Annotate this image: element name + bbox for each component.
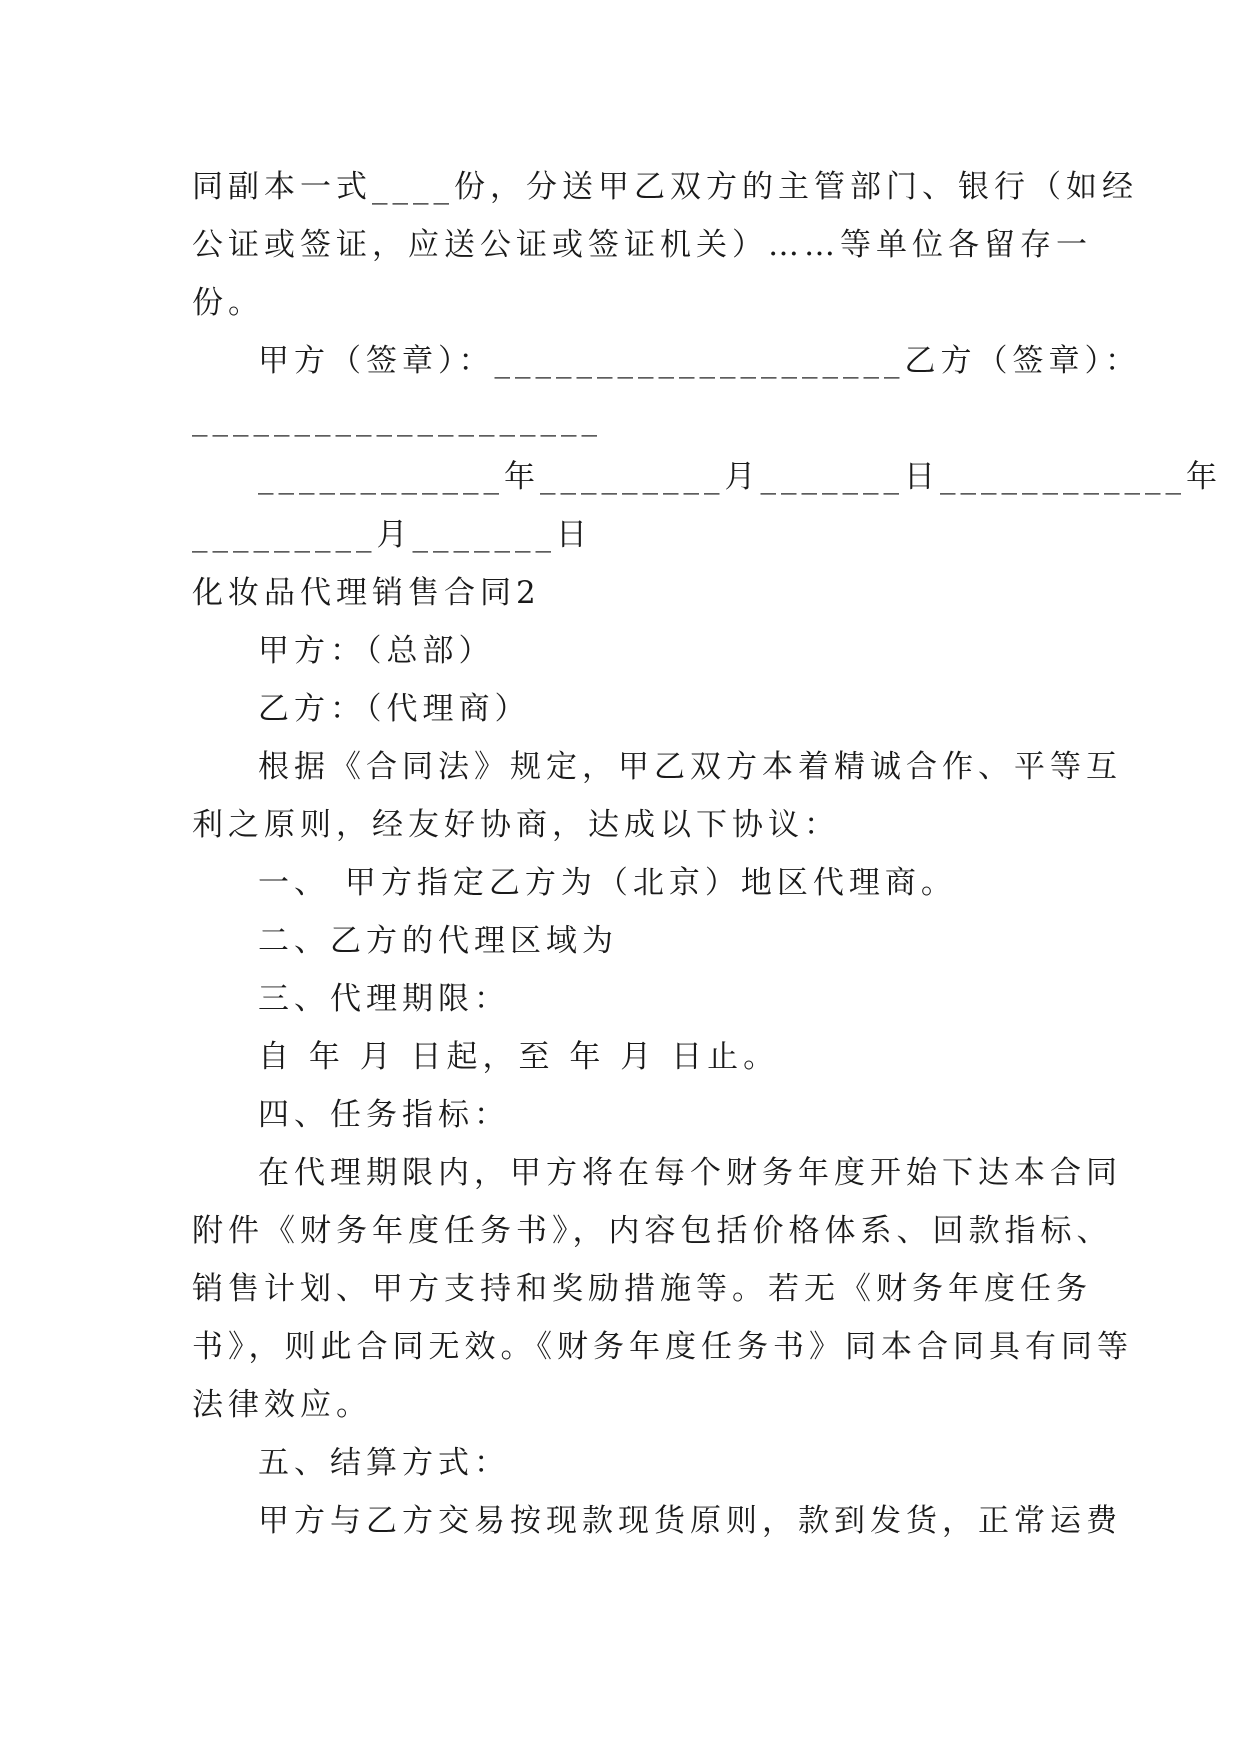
date-line: ____________年_________月_______日____________年 bbox=[258, 459, 1222, 495]
date-line: _________月_______日 bbox=[192, 517, 592, 553]
text-line: 附件《财务年度任务书》，内容包括价格体系、回款指标、 bbox=[192, 1213, 1113, 1249]
party-a: 甲方：（总部） bbox=[258, 633, 495, 669]
text-line: 自 年 月 日起，至 年 月 日止。 bbox=[258, 1039, 780, 1075]
text-line: 份。 bbox=[192, 285, 264, 321]
clause-3: 三、代理期限： bbox=[258, 981, 510, 1017]
party-b: 乙方：（代理商） bbox=[258, 691, 531, 727]
text-line: 销售计划、甲方支持和奖励措施等。若无《财务年度任务 bbox=[192, 1271, 1092, 1307]
text-line: 公证或签证，应送公证或签证机关）……等单位各留存一 bbox=[192, 227, 1092, 263]
text-line: 根据《合同法》规定，甲乙双方本着精诚合作、平等互 bbox=[258, 749, 1122, 785]
text-line: 同副本一式____份，分送甲乙双方的主管部门、银行（如经 bbox=[192, 169, 1138, 205]
clause-4: 四、任务指标： bbox=[258, 1097, 510, 1133]
signature-line: 甲方（签章）：____________________乙方（签章）： bbox=[258, 343, 1141, 379]
clause-1: 一、 甲方指定乙方为（北京）地区代理商。 bbox=[258, 865, 957, 901]
text-line: 甲方与乙方交易按现款现货原则，款到发货，正常运费 bbox=[258, 1503, 1122, 1539]
text-line: 书》，则此合同无效。《财务年度任务书》同本合同具有同等 bbox=[192, 1329, 1133, 1365]
clause-2: 二、乙方的代理区域为 bbox=[258, 923, 618, 959]
text-line: 利之原则，经友好协商，达成以下协议： bbox=[192, 807, 840, 843]
document-body bbox=[192, 158, 1222, 1550]
signature-blank: ____________________ bbox=[192, 401, 602, 437]
text-line: 在代理期限内，甲方将在每个财务年度开始下达本合同 bbox=[258, 1155, 1122, 1191]
text-line: 法律效应。 bbox=[192, 1387, 372, 1423]
section-title: 化妆品代理销售合同2 bbox=[192, 575, 541, 611]
clause-5: 五、结算方式： bbox=[258, 1445, 510, 1481]
